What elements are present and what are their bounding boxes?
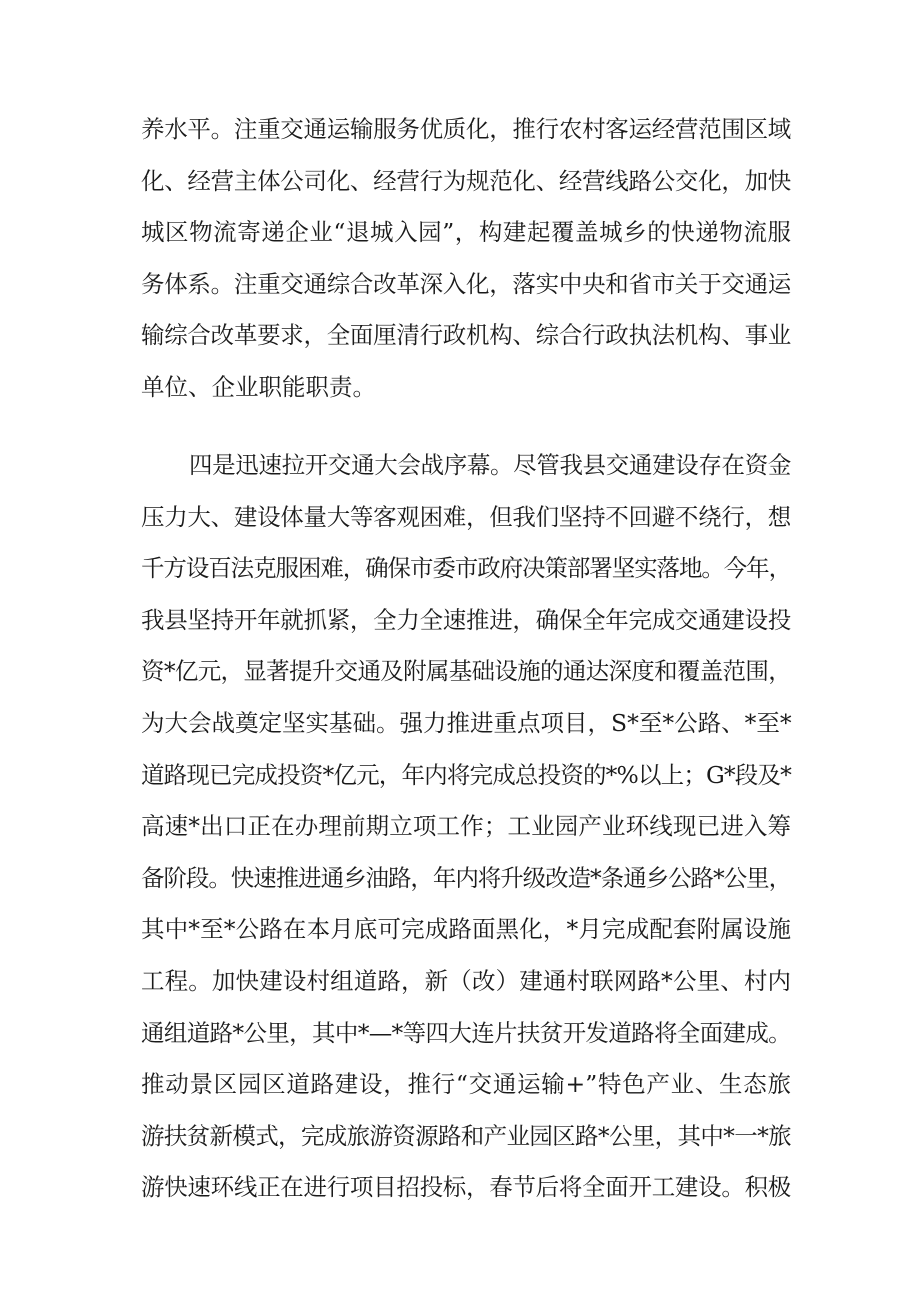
text-line: 千方设百法克服困难，确保市委市政府决策部署坚实落地。今年， (141, 554, 791, 583)
text-line: 城区物流寄递企业“退城入园”，构建起覆盖城乡的快递物流服 (141, 218, 791, 247)
text-line: 游扶贫新模式，完成旅游资源路和产业园区路*公里，其中*一*旅 (141, 1121, 791, 1150)
text-line: 务体系。注重交通综合改革深入化，落实中央和省市关于交通运 (141, 269, 791, 298)
text-line: 单位、企业职能职责。 (141, 372, 376, 401)
text-line: 我县坚持开年就抓紧，全力全速推进，确保全年完成交通建设投 (141, 605, 791, 634)
paragraph-traffic-campaign (141, 440, 791, 1214)
text-line-first: 四是迅速拉开交通大会战序幕。尽管我县交通建设存在资金 (189, 451, 791, 479)
text-line: 备阶段。快速推进通乡油路，年内将升级改造*条通乡公路*公里， (141, 863, 791, 892)
text-line: 化、经营主体公司化、经营行为规范化、经营线路公交化，加快 (141, 166, 791, 195)
text-line: 高速*出口正在办理前期立项工作；工业园产业环线现已进入筹 (141, 812, 791, 841)
text-line: 推动景区园区道路建设，推行“交通运输+”特色产业、生态旅 (141, 1070, 791, 1099)
text-line: 压力大、建设体量大等客观困难，但我们坚持不回避不绕行，想 (141, 502, 791, 531)
text-line: 养水平。注重交通运输服务优质化，推行农村客运经营范围区域 (141, 115, 791, 143)
text-line: 道路现已完成投资*亿元，年内将完成总投资的*%以上；G*段及* (141, 760, 791, 789)
text-line: 为大会战奠定坚实基础。强力推进重点项目，S*至*公路、*至* (141, 708, 792, 737)
paragraph-service-reform (141, 104, 791, 414)
text-line: 工程。加快建设村组道路，新（改）建通村联网路*公里、村内 (141, 966, 791, 995)
text-line: 游快速环线正在进行项目招投标，春节后将全面开工建设。积极 (141, 1173, 791, 1202)
text-line: 通组道路*公里，其中*—*等四大连片扶贫开发道路将全面建成。 (141, 1018, 791, 1047)
text-line: 资*亿元，显著提升交通及附属基础设施的通达深度和覆盖范围， (141, 657, 791, 686)
text-line: 其中*至*公路在本月底可完成路面黑化，*月完成配套附属设施 (141, 915, 791, 944)
text-line: 输综合改革要求，全面厘清行政机构、综合行政执法机构、事业 (141, 321, 791, 350)
